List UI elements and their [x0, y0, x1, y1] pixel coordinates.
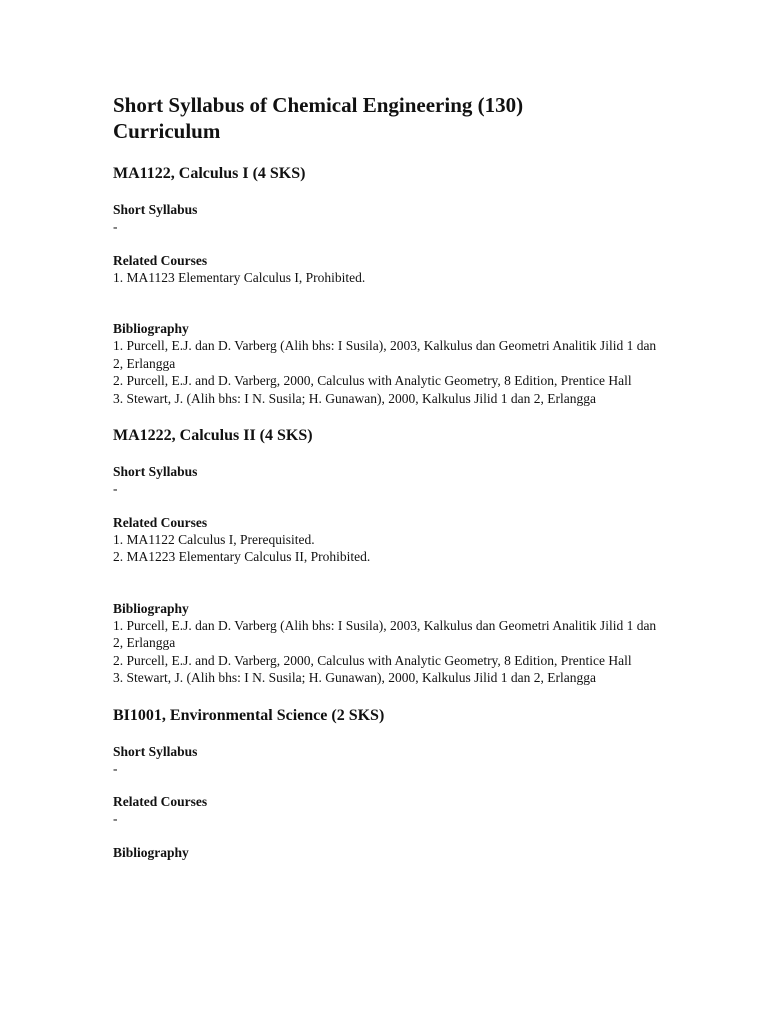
course-title: MA1122, Calculus I (4 SKS)	[113, 165, 306, 182]
short-syllabus-section	[113, 463, 678, 498]
short-syllabus-text: -	[113, 481, 118, 496]
bibliography-heading: Bibliography	[113, 844, 189, 860]
course-ma1122	[113, 164, 678, 407]
course-title: MA1222, Calculus II (4 SKS)	[113, 427, 313, 444]
related-course-item: -	[113, 811, 118, 826]
bibliography-item: 2. Purcell, E.J. and D. Varberg, 2000, Calculus with Analytic Geometry, 8 Edition, Prentice Hall	[113, 652, 632, 668]
related-course-item: 1. MA1123 Elementary Calculus I, Prohibited.	[113, 269, 366, 285]
related-course-item: 1. MA1122 Calculus I, Prerequisited.	[113, 531, 315, 547]
bibliography-heading: Bibliography	[113, 600, 189, 616]
bibliography-item: 1. Purcell, E.J. dan D. Varberg (Alih bhs: I Susila), 2003, Kalkulus dan Geometri Analitik Jilid 1 dan 2, Erlangga	[113, 338, 657, 371]
related-courses-section	[113, 252, 678, 287]
related-courses-heading: Related Courses	[113, 252, 208, 268]
course-ma1222	[113, 426, 678, 687]
short-syllabus-section	[113, 201, 678, 236]
related-courses-heading: Related Courses	[113, 514, 208, 530]
bibliography-heading: Bibliography	[113, 321, 189, 336]
short-syllabus-heading: Short Syllabus	[113, 743, 198, 759]
bibliography-item: 3. Stewart, J. (Alih bhs: I N. Susila; H. Gunawan), 2000, Kalkulus Jilid 1 dan 2, Erlangga	[113, 670, 596, 685]
course-title: BI1001, Environmental Science (2 SKS)	[113, 706, 385, 724]
document-title: Short Syllabus of Chemical Engineering (130) Curriculum	[113, 93, 524, 143]
short-syllabus-text: -	[113, 219, 118, 234]
related-courses-section	[113, 514, 678, 566]
short-syllabus-text: -	[113, 760, 118, 776]
related-courses-section	[113, 793, 678, 828]
short-syllabus-heading: Short Syllabus	[113, 202, 198, 217]
bibliography-section	[113, 600, 678, 687]
short-syllabus-heading: Short Syllabus	[113, 464, 198, 479]
related-courses-heading: Related Courses	[113, 794, 208, 809]
bibliography-section	[113, 844, 678, 861]
bibliography-item: 2. Purcell, E.J. and D. Varberg, 2000, Calculus with Analytic Geometry, 8 Edition, Prentice Hall	[113, 373, 632, 388]
bibliography-item: 3. Stewart, J. (Alih bhs: I N. Susila; H. Gunawan), 2000, Kalkulus Jilid 1 dan 2, Erlangga	[113, 390, 596, 406]
related-course-item: 2. MA1223 Elementary Calculus II, Prohibited.	[113, 549, 371, 564]
bibliography-item: 1. Purcell, E.J. dan D. Varberg (Alih bhs: I Susila), 2003, Kalkulus dan Geometri Analitik Jilid 1 dan 2, Erlangga	[113, 617, 657, 650]
course-bi1001	[113, 706, 678, 861]
short-syllabus-section	[113, 743, 678, 778]
bibliography-section	[113, 320, 678, 407]
